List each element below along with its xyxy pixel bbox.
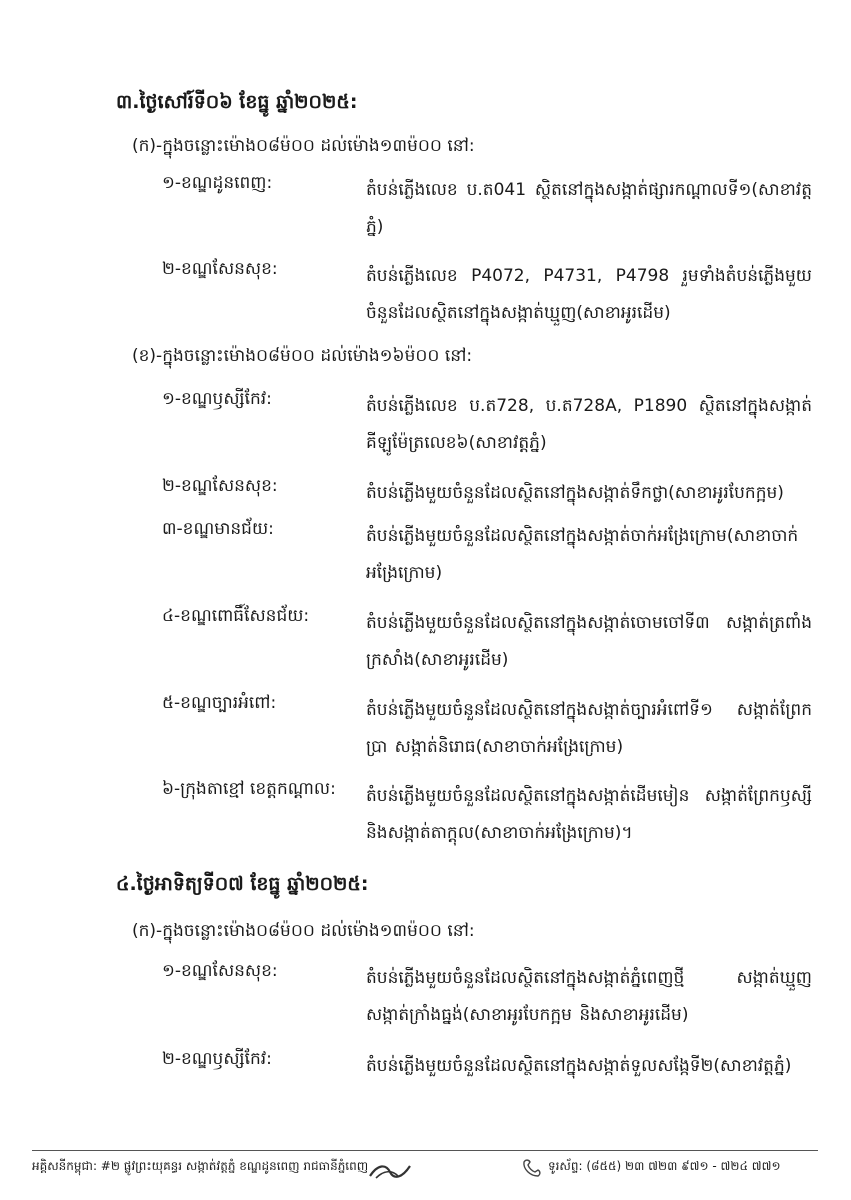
- district-name: ២-ខណ្ឌសែនសុខ:: [162, 259, 278, 279]
- time-range-label: (ក)-ក្នុងចន្លោះម៉ោង០៨ម៉០០ ដល់ម៉ោង១៣ម៉០០ នៅ:: [132, 136, 475, 156]
- district-name: ៤-ខណ្ឌពោធិ៍សែនជ័យ:: [162, 606, 310, 626]
- area-description: តំបន់ភ្លើងមួយចំនួនដែលស្ថិតនៅក្នុងសង្កាត់ច្បារអំពៅទី១ សង្កាត់ព្រែកប្រា សង្កាត់និរោធ(សាខាចាក់អង្រែក្រោម): [366, 700, 812, 757]
- district-name: ១-ខណ្ឌសែនសុខ:: [162, 961, 278, 981]
- area-description: តំបន់ភ្លើងលេខ ប.ត041 ស្ថិតនៅក្នុងសង្កាត់ផ្សារកណ្តាលទី១(សាខាវត្តភ្នំ): [366, 180, 812, 237]
- area-description: តំបន់ភ្លើងលេខ ប.ត728, ប.ត728A, P1890 ស្ថិតនៅក្នុងសង្កាត់គីឡូម៉ែត្រលេខ៦(សាខាវត្តភ្នំ): [366, 396, 812, 453]
- district-name: ៦-ក្រុងតាខ្មៅ ខេត្តកណ្តាល:: [162, 779, 336, 799]
- section-heading-sunday: ៤.ថ្ងៃអាទិត្យទី០៧ ខែធ្នូ ឆ្នាំ២០២៥:: [116, 873, 369, 895]
- district-name: ១-ខណ្ឌដូនពេញ:: [162, 173, 273, 193]
- area-description: តំបន់ភ្លើងមួយចំនួនដែលស្ថិតនៅក្នុងសង្កាត់ចោមចៅទី៣ សង្កាត់ត្រពាំងក្រសាំង(សាខាអូរដើម): [366, 613, 812, 670]
- section-heading-saturday: ៣.ថ្ងៃសៅរ៍ទី០៦ ខែធ្នូ ឆ្នាំ២០២៥:: [116, 91, 358, 113]
- footer-address: អគ្គិសនីកម្ពុជា: #២ ផ្លូវព្រះយុគន្ធរ សង្កាត់វត្តភ្នំ ខណ្ឌដូនពេញ រាជធានីភ្នំពេញ: [32, 1159, 369, 1173]
- area-description: តំបន់ភ្លើងលេខ P4072, P4731, P4798 រួមទាំងតំបន់ភ្លើងមួយចំនួនដែលស្ថិតនៅក្នុងសង្កាត់ឃ្មួញ(សាខាអូរដើម): [366, 266, 812, 323]
- area-description: តំបន់ភ្លើងមួយចំនួនដែលស្ថិតនៅក្នុងសង្កាត់ទឹកថ្លា(សាខាអូរបែកក្អម): [366, 483, 784, 503]
- district-name: ៥-ខណ្ឌច្បារអំពៅ:: [162, 693, 277, 713]
- area-description: តំបន់ភ្លើងមួយចំនួនដែលស្ថិតនៅក្នុងសង្កាត់ទួលសង្កែទី២(សាខាវត្តភ្នំ): [366, 1056, 792, 1076]
- area-description: តំបន់ភ្លើងមួយចំនួនដែលស្ថិតនៅក្នុងសង្កាត់ដើមមៀន សង្កាត់ព្រែកឫស្សី និងសង្កាត់តាក្តុល(សាខាចាក់អង្រែក្រោម)។: [366, 786, 812, 843]
- area-description: តំបន់ភ្លើងមួយចំនួនដែលស្ថិតនៅក្នុងសង្កាត់ភ្នំពេញថ្មី សង្កាត់ឃ្មួញ សង្កាត់ក្រាំងធ្នង់(សាខាអូរបែកក្អម និងសាខាអូរដើម): [366, 968, 812, 1025]
- edc-logo-mark-icon: [368, 1160, 412, 1182]
- time-range-label: (ក)-ក្នុងចន្លោះម៉ោង០៨ម៉០០ ដល់ម៉ោង១៣ម៉០០ នៅ:: [132, 921, 475, 941]
- time-range-label: (ខ)-ក្នុងចន្លោះម៉ោង០៨ម៉០០ ដល់ម៉ោង១៦ម៉០០ នៅ:: [132, 346, 473, 366]
- district-name: ១-ខណ្ឌឫស្សីកែវ:: [162, 389, 272, 409]
- footer-phone: ទូរស័ព្ទ: (៨៥៥) ២៣ ៧២៣ ៩៧១ - ៧២៤ ៧៧១: [548, 1159, 781, 1173]
- footer-divider: [32, 1150, 818, 1151]
- district-name: ២-ខណ្ឌសែនសុខ:: [162, 476, 278, 496]
- area-description: តំបន់ភ្លើងមួយចំនួនដែលស្ថិតនៅក្នុងសង្កាត់ចាក់អង្រែក្រោម(សាខាចាក់អង្រែក្រោម): [366, 526, 799, 583]
- district-name: ២-ខណ្ឌឫស្សីកែវ:: [162, 1049, 272, 1069]
- district-name: ៣-ខណ្ឌមានជ័យ:: [162, 519, 274, 539]
- phone-icon: [520, 1156, 544, 1180]
